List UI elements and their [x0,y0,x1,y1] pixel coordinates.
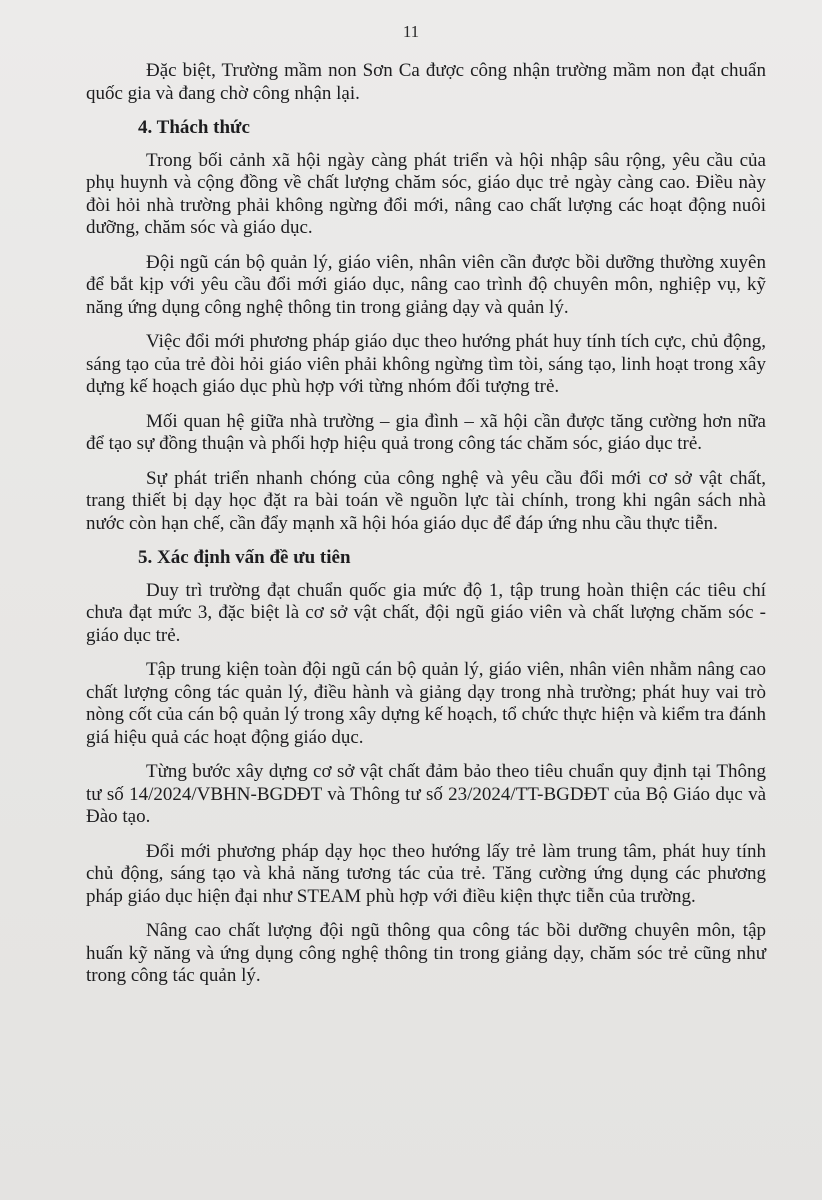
page-number: 11 [402,22,420,41]
paragraph-intro: Đặc biệt, Trường mầm non Sơn Ca được công nhận trường mầm non đạt chuẩn quốc gia và đang chờ công nhận lại. [86,60,766,104]
paragraph: Mối quan hệ giữa nhà trường – gia đình – xã hội cần được tăng cường hơn nữa để tạo sự đồng thuận và phối hợp hiệu quả trong công tác chăm sóc, giáo dục trẻ. [86,410,766,454]
paragraph: Đổi mới phương pháp dạy học theo hướng lấy trẻ làm trung tâm, phát huy tính chủ động, sáng tạo và khả năng tương tác của trẻ. Tăng cường ứng dụng các phương pháp giáo dục hiện đại như STEAM phù hợp với điều kiện thực tiễn của trường. [86,840,766,907]
paragraph: Sự phát triển nhanh chóng của công nghệ và yêu cầu đổi mới cơ sở vật chất, trang thiết bị dạy học đặt ra bài toán về nguồn lực tài chính, trong khi ngân sách nhà nước còn hạn chế, cần đẩy mạnh xã hội hóa giáo dục để đáp ứng nhu cầu thực tiễn. [86,467,766,534]
paragraph: Nâng cao chất lượng đội ngũ thông qua công tác bồi dưỡng chuyên môn, tập huấn kỹ năng và ứng dụng công nghệ thông tin trong giảng dạy, chăm sóc trẻ cũng như trong công tác quản lý. [86,920,766,986]
paragraph: Trong bối cảnh xã hội ngày càng phát triển và hội nhập sâu rộng, yêu cầu của phụ huynh và cộng đồng về chất lượng chăm sóc, giáo dục trẻ ngày càng cao. Điều này đòi hỏi nhà trường phải không ngừng đổi mới, nâng cao chất lượng các hoạt động nuôi dưỡng, chăm sóc và giáo dục. [86,149,766,238]
document-body [86,60,766,1000]
paragraph: Duy trì trường đạt chuẩn quốc gia mức độ 1, tập trung hoàn thiện các tiêu chí chưa đạt mức 3, đặc biệt là cơ sở vật chất, đội ngũ giáo viên và chất lượng chăm sóc - giáo dục trẻ. [86,579,766,646]
paragraph: Việc đổi mới phương pháp giáo dục theo hướng phát huy tính tích cực, chủ động, sáng tạo của trẻ đòi hỏi giáo viên phải không ngừng tìm tòi, sáng tạo, linh hoạt trong xây dựng kế hoạch giáo dục phù hợp với từng nhóm đối tượng trẻ. [86,331,766,397]
paragraph: Tập trung kiện toàn đội ngũ cán bộ quản lý, giáo viên, nhân viên nhằm nâng cao chất lượng công tác quản lý, điều hành và giảng dạy trong nhà trường; phát huy vai trò nòng cốt của cán bộ quản lý trong xây dựng kế hoạch, tổ chức thực hiện và kiểm tra đánh giá hiệu quả các hoạt động giáo dục. [86,659,766,748]
paragraph: Từng bước xây dựng cơ sở vật chất đảm bảo theo tiêu chuẩn quy định tại Thông tư số 14/2024/VBHN-BGDĐT và Thông tư số 23/2024/TT-BGDĐT của Bộ Giáo dục và Đào tạo. [86,761,766,827]
section-heading-challenges: 4. Thách thức [138,117,250,138]
paragraph: Đội ngũ cán bộ quản lý, giáo viên, nhân viên cần được bồi dưỡng thường xuyên để bắt kịp với yêu cầu đổi mới giáo dục, nâng cao trình độ chuyên môn, nghiệp vụ, kỹ năng ứng dụng công nghệ thông tin trong giảng dạy và quản lý. [86,251,766,318]
section-heading-priorities: 5. Xác định vấn đề ưu tiên [138,547,351,568]
